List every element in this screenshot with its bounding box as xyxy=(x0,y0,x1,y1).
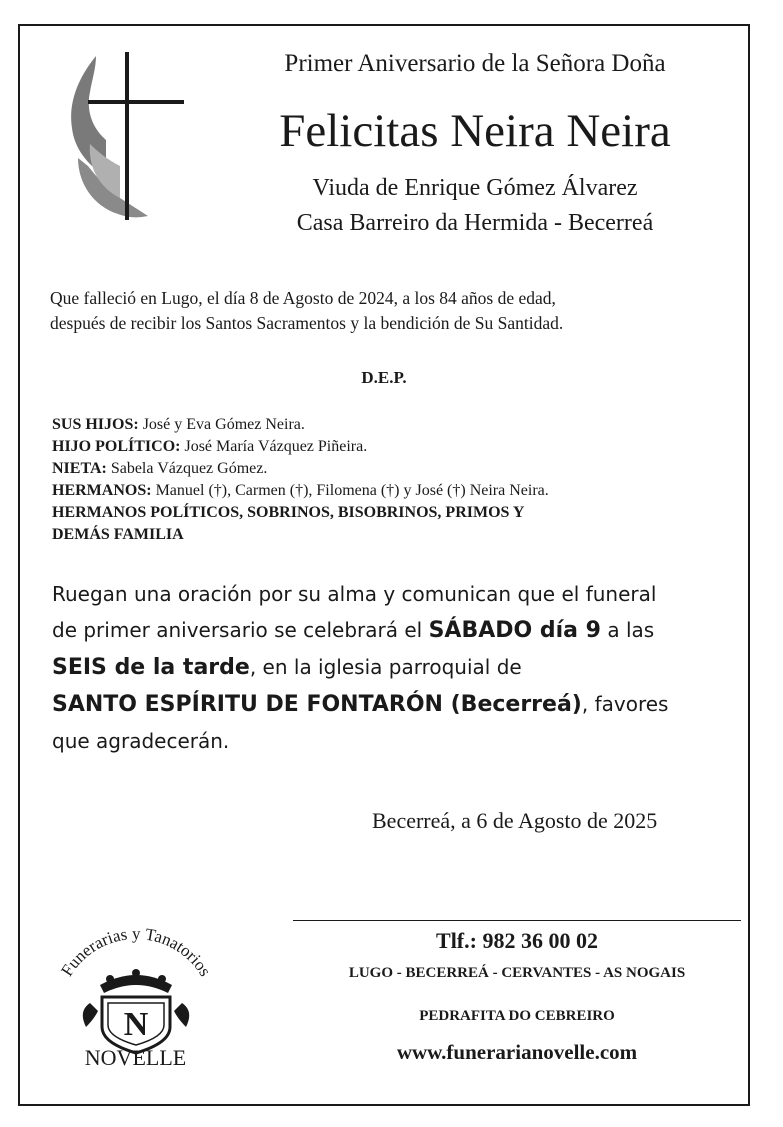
family-hermanos xyxy=(52,480,549,502)
logo-letter: N xyxy=(123,1006,149,1043)
intro-line: Que falleció en Lugo, el día 8 de Agosto de 2024, a los 84 años de edad, xyxy=(50,288,556,308)
prayer-line xyxy=(52,686,668,723)
prayer-segment: , favores xyxy=(581,692,669,716)
prayer-segment: a las xyxy=(600,618,655,642)
family-politico xyxy=(52,436,549,458)
footer-divider xyxy=(293,920,741,921)
family-label: NIETA: xyxy=(52,460,107,477)
pre-title: Primer Aniversario de la Señora Doña xyxy=(284,50,666,77)
family-hijos xyxy=(52,414,549,436)
family-others xyxy=(52,524,549,546)
family-list xyxy=(52,414,549,546)
family-value: Sabela Vázquez Gómez. xyxy=(110,460,268,477)
prayer-segment: de primer aniversario se celebrará el xyxy=(52,618,429,642)
dep-label: D.E.P. xyxy=(361,368,407,387)
cities: LUGO - BECERREÁ - CERVANTES - AS NOGAIS xyxy=(348,965,686,981)
subtitle-house: Casa Barreiro da Hermida - Becerreá xyxy=(296,210,654,236)
cross-flame-icon xyxy=(48,48,188,228)
family-label: SUS HIJOS: xyxy=(52,416,139,433)
date-line: Becerreá, a 6 de Agosto de 2025 xyxy=(372,808,658,833)
prayer-line: que agradecerán. xyxy=(52,729,230,753)
family-others xyxy=(52,502,549,524)
prayer-line: Ruegan una oración por su alma y comunican que el funeral xyxy=(52,582,657,606)
prayer-segment: , en la iglesia parroquial de xyxy=(249,655,522,679)
logo-arc-text: Funerarias y Tanatorios xyxy=(57,923,215,980)
subtitle-widow: Viuda de Enrique Gómez Álvarez xyxy=(312,175,638,201)
funeral-time: SEIS de la tarde xyxy=(52,655,250,680)
family-value: José y Eva Gómez Neira. xyxy=(142,416,305,433)
funeral-day: SÁBADO día 9 xyxy=(428,618,601,643)
phone: Tlf.: 982 36 00 02 xyxy=(436,928,598,953)
city-secondary: PEDRAFITA DO CEBREIRO xyxy=(419,1008,615,1024)
family-label: HIJO POLÍTICO: xyxy=(52,438,181,455)
prayer-line xyxy=(52,612,668,649)
intro-text xyxy=(50,286,563,336)
prayer-text xyxy=(52,576,668,759)
family-others-line: DEMÁS FAMILIA xyxy=(52,526,184,543)
logo-name: NOVELLE xyxy=(84,1045,187,1070)
intro-line: después de recibir los Santos Sacramentos y la bendición de Su Santidad. xyxy=(50,313,564,333)
website: www.funerarianovelle.com xyxy=(396,1040,638,1064)
prayer-line xyxy=(52,649,668,686)
family-value: Manuel (†), Carmen (†), Filomena (†) y José (†) Neira Neira. xyxy=(155,482,549,499)
family-label: HERMANOS: xyxy=(52,482,152,499)
family-value: José María Vázquez Piñeira. xyxy=(184,438,368,455)
family-others-line: HERMANOS POLÍTICOS, SOBRINOS, BISOBRINOS, PRIMOS Y xyxy=(52,504,525,521)
deceased-name: Felicitas Neira Neira xyxy=(279,105,671,157)
church-name: SANTO ESPÍRITU DE FONTARÓN (Becerreá) xyxy=(52,692,582,717)
family-nieta xyxy=(52,458,549,480)
